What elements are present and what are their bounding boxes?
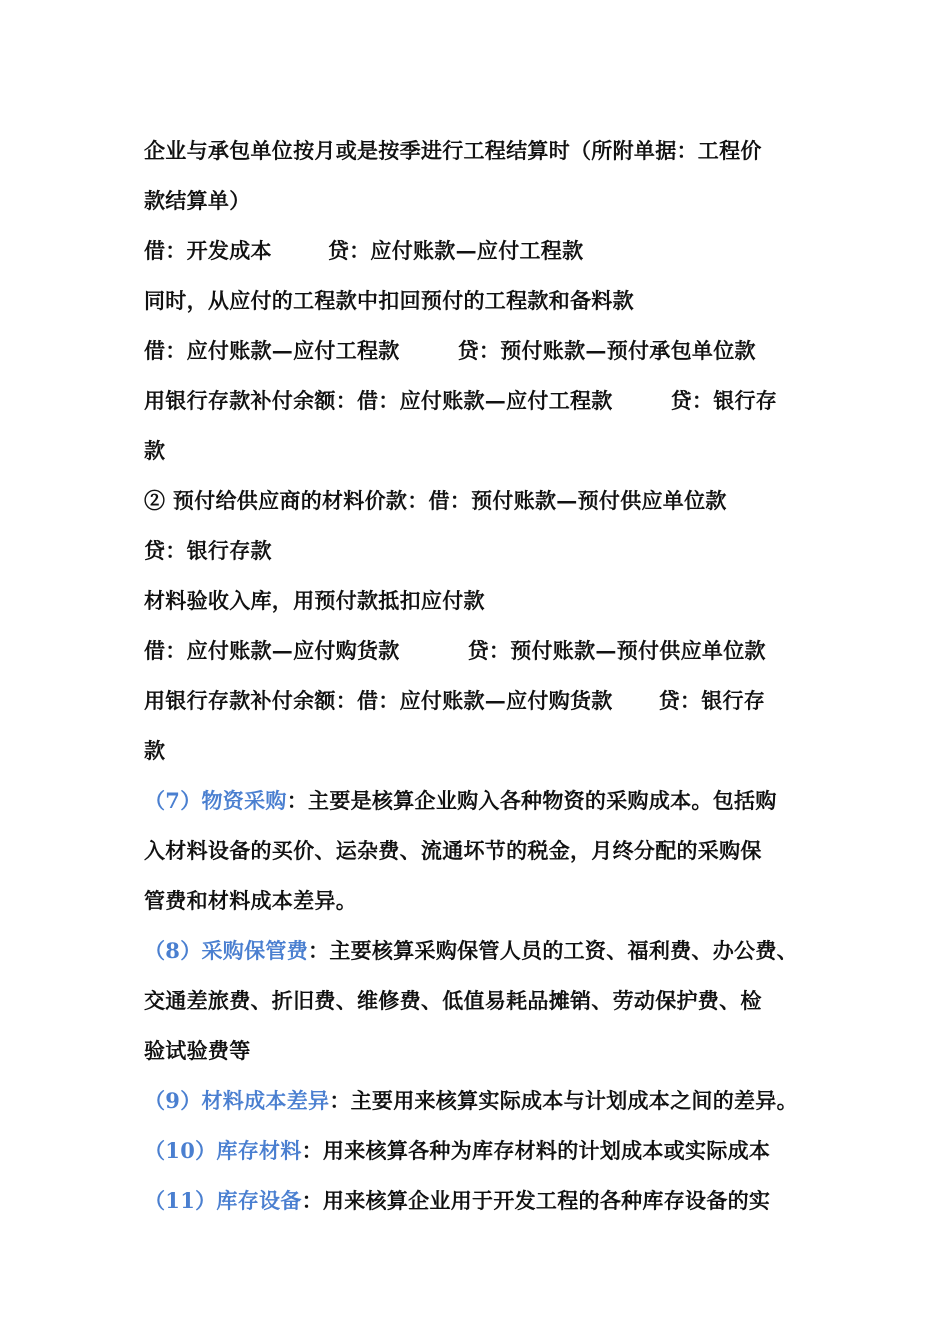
journal-entry-line <box>144 676 834 726</box>
line-text: ② 预付给供应商的材料价款：借：预付账款—预付供应单位款 <box>144 488 727 513</box>
document-body <box>144 126 834 1226</box>
term-definition: ：用来核算各种为库存材料的计划成本或实际成本 <box>301 1138 771 1163</box>
line-text: 材料验收入库，用预付款抵扣应付款 <box>144 588 485 613</box>
debit-entry: 用银行存款补付余额：借：应付账款—应付购货款 <box>144 688 613 713</box>
line-text: 贷：银行存款 <box>144 538 272 563</box>
term-label: （9）材料成本差异 <box>144 1088 330 1113</box>
text-line <box>144 976 834 1026</box>
term-definition: ：用来核算企业用于开发工程的各种库存设备的实 <box>301 1188 771 1213</box>
credit-entry: 贷：银行存 <box>670 388 778 413</box>
debit-entry: 借：应付账款—应付工程款 <box>144 338 400 363</box>
credit-entry: 贷：应付账款—应付工程款 <box>327 238 584 263</box>
line-text: 款结算单） <box>144 188 251 213</box>
text-line <box>144 126 834 176</box>
debit-entry: 借：开发成本 <box>144 238 272 263</box>
definition-line <box>144 1076 834 1126</box>
credit-entry: 贷：预付账款—预付承包单位款 <box>457 338 756 363</box>
text-line <box>144 1026 834 1076</box>
text-line <box>144 526 834 576</box>
term-label: （8）采购保管费 <box>144 938 309 963</box>
term-label: （10）库存材料 <box>144 1138 302 1163</box>
text-line <box>144 426 834 476</box>
debit-entry: 借：应付账款—应付购货款 <box>144 638 400 663</box>
text-line <box>144 276 834 326</box>
text-line <box>144 476 834 526</box>
journal-entry-line <box>144 226 834 276</box>
text-line <box>144 726 834 776</box>
term-label: （7）物资采购 <box>144 788 287 813</box>
line-text: 款 <box>144 738 166 763</box>
line-text: 交通差旅费、折旧费、维修费、低值易耗品摊销、劳动保护费、检 <box>144 988 762 1013</box>
definition-line <box>144 1126 834 1176</box>
journal-entry-line <box>144 626 834 676</box>
line-text: 管费和材料成本差异。 <box>144 888 357 913</box>
line-text: 企业与承包单位按月或是按季进行工程结算时（所附单据：工程价 <box>144 138 762 163</box>
journal-entry-line <box>144 376 834 426</box>
credit-entry: 贷：银行存 <box>658 688 766 713</box>
text-line <box>144 576 834 626</box>
credit-entry: 贷：预付账款—预付供应单位款 <box>467 638 766 663</box>
term-definition: ：主要用来核算实际成本与计划成本之间的差异。 <box>329 1088 798 1113</box>
line-text: 同时，从应付的工程款中扣回预付的工程款和备料款 <box>144 288 634 313</box>
line-text: 验试验费等 <box>144 1038 251 1063</box>
text-line <box>144 876 834 926</box>
term-label: （11）库存设备 <box>144 1188 302 1213</box>
term-definition: ：主要是核算企业购入各种物资的采购成本。包括购 <box>286 788 777 813</box>
line-text: 款 <box>144 438 166 463</box>
line-text: 入材料设备的买价、运杂费、流通坏节的税金，月终分配的采购保 <box>144 838 762 863</box>
text-line <box>144 176 834 226</box>
debit-entry: 用银行存款补付余额：借：应付账款—应付工程款 <box>144 388 613 413</box>
term-definition: ：主要核算采购保管人员的工资、福利费、办公费、 <box>308 938 798 963</box>
definition-line <box>144 926 834 976</box>
definition-line <box>144 1176 834 1226</box>
definition-line <box>144 776 834 826</box>
journal-entry-line <box>144 326 834 376</box>
text-line <box>144 826 834 876</box>
